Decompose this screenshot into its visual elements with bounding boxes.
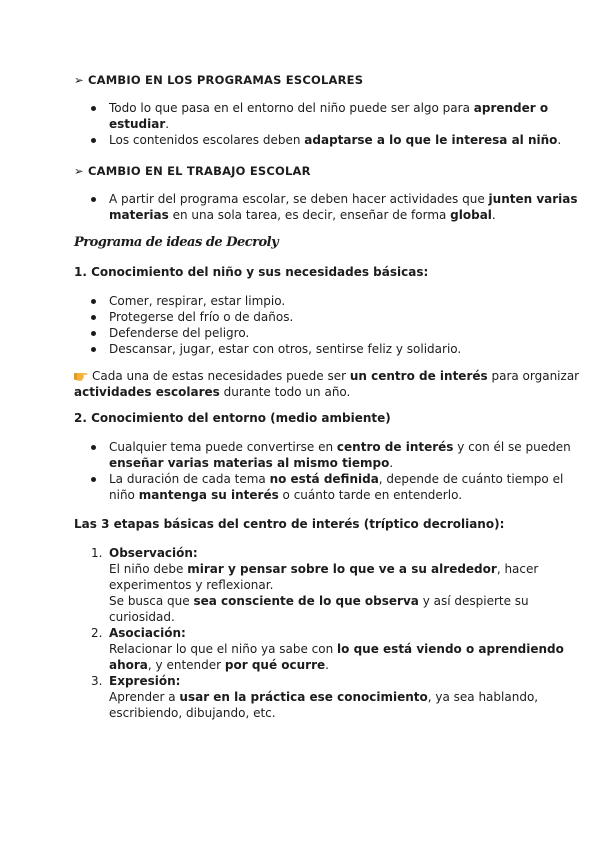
text-run-bold: materias — [109, 208, 169, 222]
text-run-bold: sea consciente de lo que observa — [193, 594, 419, 608]
observacion-line-3 — [109, 593, 529, 609]
etapa-title-observacion: Observación: — [109, 546, 198, 560]
text-run: Relacionar lo que el niño ya sabe con — [109, 642, 338, 656]
observacion-line-4: curiosidad. — [109, 610, 175, 624]
entorno-bullet-2-line-1 — [109, 471, 563, 487]
text-run-bold: junten varias — [488, 192, 578, 206]
list-number: 1. — [91, 546, 103, 560]
entorno-bullet-2-line-2 — [109, 487, 462, 503]
text-run: . — [491, 208, 496, 222]
text-run-bold: ahora — [109, 658, 148, 672]
text-run: Aprender a — [109, 690, 180, 704]
heading-conocimiento-entorno: 2. Conocimiento del entorno (medio ambiente) — [74, 411, 391, 425]
bullet-dot — [91, 299, 96, 304]
asociacion-line-2 — [109, 657, 329, 673]
text-run: Cualquier tema puede convertirse en — [109, 440, 337, 454]
text-run: y así despierte su — [418, 594, 529, 608]
heading-etapas: Las 3 etapas básicas del centro de interés (tríptico decroliano): — [74, 517, 505, 531]
expresion-line-2: escribiendo, dibujando, etc. — [109, 706, 276, 720]
bullet-dot — [91, 347, 96, 352]
text-run: La duración de cada tema — [109, 472, 270, 486]
asociacion-line-1 — [109, 641, 564, 657]
text-run: Se busca que — [109, 594, 194, 608]
programas-bullet-2 — [109, 132, 561, 148]
text-run: Cada una de estas necesidades puede ser — [92, 369, 350, 383]
backhand-index-pointing-right-icon — [74, 370, 88, 381]
text-run: niño — [109, 488, 139, 502]
note-line-1 — [74, 368, 579, 384]
text-run: durante todo un año. — [219, 385, 351, 399]
text-run: en una sola tarea, es decir, enseñar de forma — [168, 208, 451, 222]
programas-bullet-1-line-1 — [109, 100, 548, 116]
text-run: Los contenidos escolares deben — [109, 133, 305, 147]
text-run-bold: adaptarse a lo que le interesa al niño — [304, 133, 558, 147]
text-run-bold: no está definida — [269, 472, 379, 486]
list-number: 3. — [91, 674, 103, 688]
text-run: Todo lo que pasa en el entorno del niño puede ser algo para — [109, 101, 474, 115]
text-run: . — [165, 117, 170, 131]
list-number: 2. — [91, 626, 103, 640]
text-run: . — [325, 658, 329, 672]
etapa-title-asociacion: Asociación: — [109, 626, 186, 640]
entorno-bullet-1-line-2 — [109, 455, 393, 471]
bullet-dot — [91, 106, 96, 111]
programa-ideas-title: Programa de ideas de Decroly — [74, 235, 279, 250]
text-run-bold: centro de interés — [336, 440, 454, 454]
bullet-dot — [91, 138, 96, 143]
text-run-bold: enseñar varias materias al mismo tiempo — [109, 456, 390, 470]
text-run-bold: global — [450, 208, 492, 222]
bullet-dot — [91, 477, 96, 482]
necesidad-item: Defenderse del peligro. — [109, 326, 250, 340]
expresion-line-1 — [109, 689, 538, 705]
text-run: y con él se pueden — [453, 440, 571, 454]
text-run: , hacer — [496, 562, 539, 576]
text-run-bold: estudiar — [109, 117, 166, 131]
entorno-bullet-1-line-1 — [109, 439, 571, 455]
text-run-bold: aprender o — [473, 101, 549, 115]
necesidad-item: Protegerse del frío o de daños. — [109, 310, 294, 324]
bullet-dot — [91, 331, 96, 336]
text-run-bold: lo que está viendo o aprendiendo — [337, 642, 564, 656]
heading-conocimiento-nino: 1. Conocimiento del niño y sus necesidades básicas: — [74, 265, 429, 279]
observacion-line-1 — [109, 561, 538, 577]
text-run-bold: actividades escolares — [74, 385, 220, 399]
trabajo-bullet-1-line-1 — [109, 191, 578, 207]
bullet-dot — [91, 197, 96, 202]
text-run: A partir del programa escolar, se deben hacer actividades que — [109, 192, 489, 206]
heading-programas: ➢ CAMBIO EN LOS PROGRAMAS ESCOLARES — [74, 73, 364, 87]
programas-bullet-1-line-2 — [109, 116, 169, 132]
text-run: , y entender — [147, 658, 225, 672]
text-run-bold: un centro de interés — [349, 369, 488, 383]
bullet-dot — [91, 445, 96, 450]
text-run-bold: por qué ocurre — [224, 658, 326, 672]
text-run-bold: mantenga su interés — [138, 488, 279, 502]
etapa-title-expresion: Expresión: — [109, 674, 181, 688]
text-run-bold: mirar y pensar sobre lo que ve a su alrededor — [187, 562, 497, 576]
text-run: , ya sea hablando, — [427, 690, 539, 704]
text-run: o cuánto tarde en entenderlo. — [278, 488, 463, 502]
necesidad-item: Comer, respirar, estar limpio. — [109, 294, 286, 308]
note-line-2 — [74, 384, 350, 400]
text-run: para organizar — [487, 369, 580, 383]
bullet-dot — [91, 315, 96, 320]
trabajo-bullet-1-line-2 — [109, 207, 496, 223]
observacion-line-2: experimentos y reflexionar. — [109, 578, 274, 592]
text-run: El niño debe — [109, 562, 188, 576]
text-run: . — [389, 456, 394, 470]
necesidad-item: Descansar, jugar, estar con otros, sentirse feliz y solidario. — [109, 342, 462, 356]
text-run: , depende de cuánto tiempo el — [378, 472, 564, 486]
heading-trabajo: ➢ CAMBIO EN EL TRABAJO ESCOLAR — [74, 164, 311, 178]
text-run: . — [557, 133, 562, 147]
text-run-bold: usar en la práctica ese conocimiento — [179, 690, 428, 704]
